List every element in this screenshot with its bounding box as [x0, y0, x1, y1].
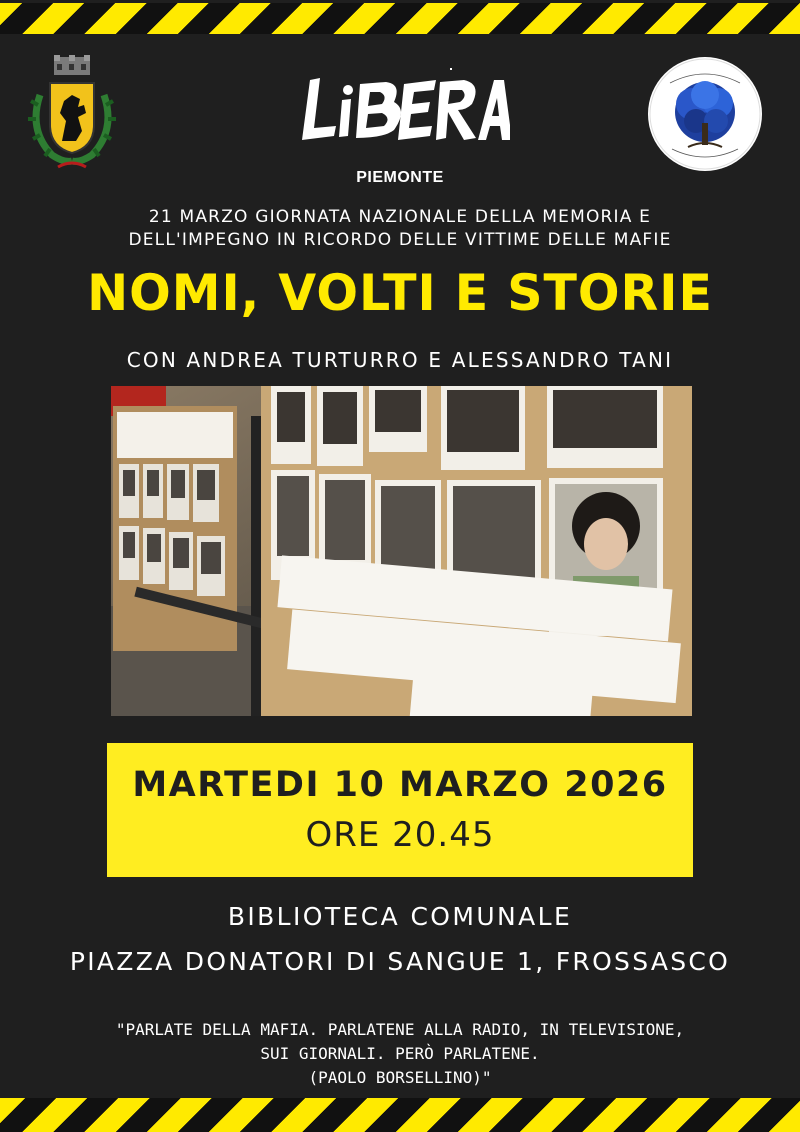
tree-logo-icon	[648, 57, 762, 171]
event-time: ORE 20.45	[305, 815, 495, 855]
intro-text	[0, 206, 800, 252]
hazard-stripe-top	[0, 0, 800, 34]
event-address: PIAZZA DONATORI DI SANGUE 1, FROSSASCO	[69, 947, 731, 976]
biblioteca-logo	[648, 57, 762, 171]
intro-line-1: 21 MARZO GIORNATA NAZIONALE DELLA MEMORIA E	[148, 207, 652, 227]
brand-subtitle: PIEMONTE	[356, 169, 444, 186]
quote-line-1: "PARLATE DELLA MAFIA. PARLATENE ALLA RADIO, IN TELEVISIONE,	[115, 1020, 685, 1039]
intro-line-2: DELL'IMPEGNO IN RICORDO DELLE VITTIME DELLE MAFIE	[128, 230, 672, 250]
event-title: NOMI, VOLTI E STORIE	[87, 264, 713, 322]
libera-logo-icon	[290, 66, 510, 156]
memorial-board-image	[111, 386, 692, 716]
event-guests: CON ANDREA TURTURRO E ALESSANDRO TANI	[126, 348, 674, 372]
hazard-stripe-bottom	[0, 1098, 800, 1132]
date-box	[107, 743, 693, 877]
municipal-crest-icon	[22, 55, 122, 175]
event-venue: BIBLIOTECA COMUNALE	[227, 902, 573, 931]
stripe-edge	[0, 0, 800, 3]
quote-line-2: SUI GIORNALI. PERÒ PARLATENE.	[260, 1044, 540, 1063]
event-date: MARTEDI 10 MARZO 2026	[132, 765, 668, 805]
memorial-photo	[111, 386, 692, 716]
quote-line-3: (PAOLO BORSELLINO)"	[308, 1068, 492, 1087]
borsellino-quote	[0, 1018, 800, 1090]
